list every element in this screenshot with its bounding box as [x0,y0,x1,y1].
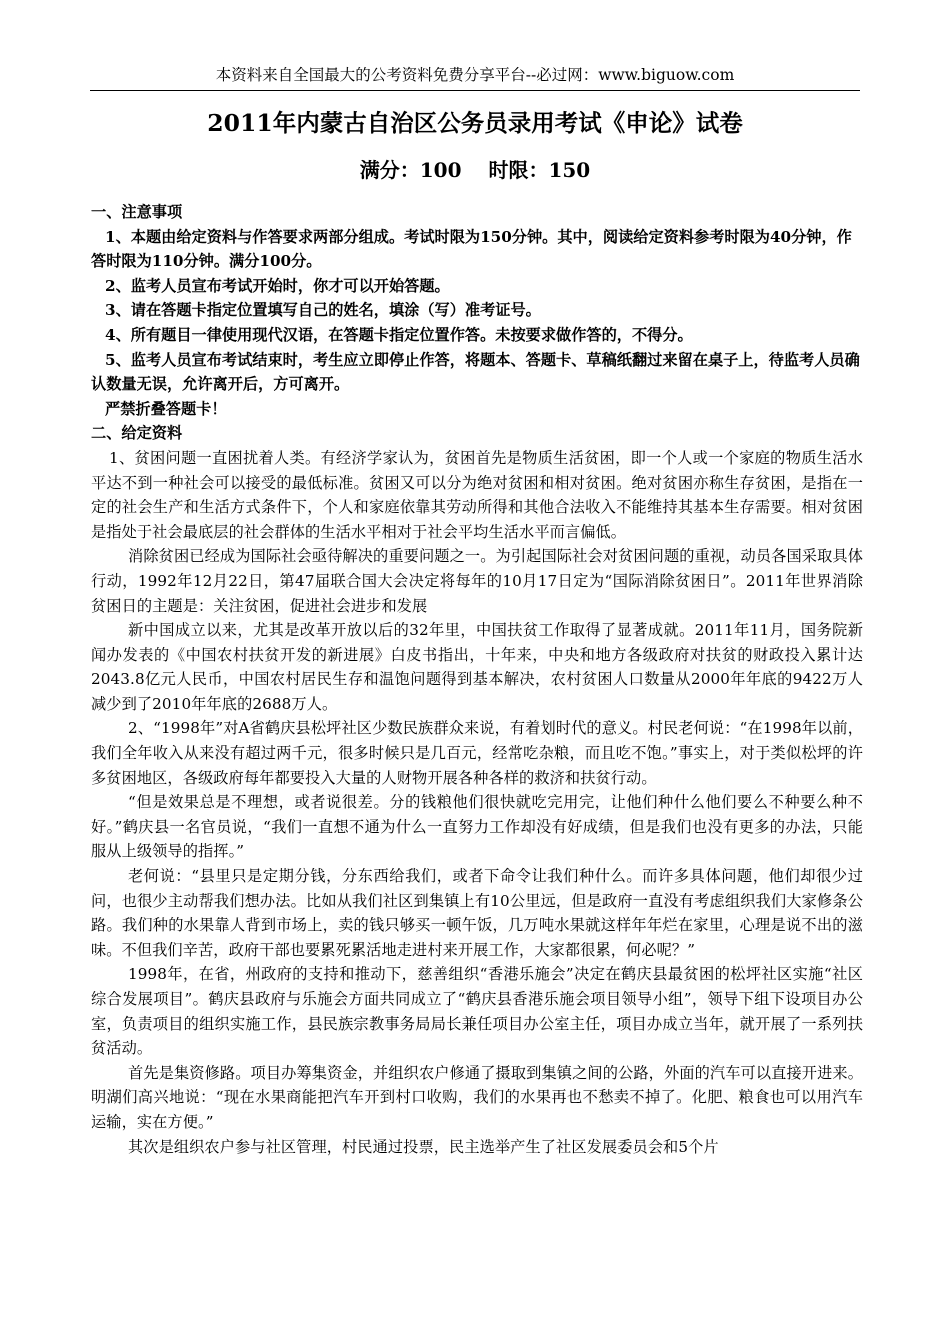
materials-heading: 二、给定资料 [91,424,183,443]
material-paragraph: 消除贫困已经成为国际社会亟待解决的重要问题之一。为引起国际社会对贫困问题的重视，动员各国采取具体行动，1992年12月22日，第47届联合国大会决定将每年的10月17日定为“国际消除贫困日”。2011年世界消除贫困日的主题是：关注贫困，促进社会进步和发展 [91,547,863,615]
page-header: 本资料来自全国最大的公考资料免费分享平台--必过网：www.biguow.com [215,66,735,84]
notice-item: 1、本题由给定资料与作答要求两部分组成。考试时限为150分钟。其中，阅读给定资料参考时限为40分钟，作答时限为110分钟。满分100分。 [91,227,852,271]
page-title: 2011年内蒙古自治区公务员录用考试《申论》试卷 [207,109,743,137]
material-paragraph: 新中国成立以来，尤其是改革开放以后的32年里，中国扶贫工作取得了显著成就。2011年11月，国务院新闻办发表的《中国农村扶贫开发的新进展》白皮书指出，十年来，中央和地方各级政府对扶贫的财政投入累计达2043.8亿元人民币，中国农村居民生存和温饱问题得到基本解决，农村贫困人口数量从2000年年底的9422万人减少到了2010年年底的2688万人。 [91,621,863,713]
material-paragraph: 老何说：“县里只是定期分钱，分东西给我们，或者下命令让我们种什么。而许多具体问题，他们却很少过问，也很少主动帮我们想办法。比如从我们社区到集镇上有10公里远，但是政府一直没有考虑组织我们大家修条公路。我们种的水果靠人背到市场上，卖的钱只够买一顿午饭，几万吨水果就这样年年烂在家里，心理是说不出的滋味。不但我们辛苦，政府干部也要累死累活地走进村来开展工作，大家都很累，何必呢？” [91,867,863,959]
material-paragraph: 1、贫困问题一直困扰着人类。有经济学家认为，贫困首先是物质生活贫困，即一个人或一个家庭的物质生活水平达不到一种社会可以接受的最低标准。贫困又可以分为绝对贫困和相对贫困。绝对贫困亦称生存贫困，是指在一定的社会生产和生活方式条件下，个人和家庭依靠其劳动所得和其他合法收入不能维持其基本生存需要。相对贫困是指处于社会最底层的社会群体的生活水平相对于社会平均生活水平而言偏低。 [91,448,863,541]
notice-warning: 严禁折叠答题卡！ [105,399,227,418]
material-paragraph: “但是效果总是不理想，或者说很差。分的钱粮他们很快就吃完用完，让他们种什么他们要么不种要么种不好。”鹤庆县一名官员说，“我们一直想不通为什么一直努力工作却没有好成绩，但是我们也没有更多的办法，只能服从上级领导的指挥。” [91,793,863,861]
score-and-time: 满分：100 时限：150 [359,158,591,182]
notice-heading: 一、注意事项 [91,203,183,221]
notice-item: 5、监考人员宣布考试结束时，考生应立即停止作答，将题本、答题卡、草稿纸翻过来留在桌子上，待监考人员确认数量无误，允许离开后，方可离开。 [91,350,860,394]
header-rule [90,90,860,91]
material-paragraph: 2、“1998年”对A省鹤庆县松坪社区少数民族群众来说，有着划时代的意义。村民老何说：“在1998年以前，我们全年收入从来没有超过两千元，很多时候只是几百元，经常吃杂粮，而且吃不饱。”事实上，对于类似松坪的许多贫困地区，各级政府每年都要投入大量的人财物开展各种各样的救济和扶贫行动。 [91,719,863,787]
notice-item: 3、请在答题卡指定位置填写自己的姓名，填涂（写）准考证号。 [105,301,541,320]
document-body [91,200,863,1159]
material-paragraph: 其次是组织农户参与社区管理，村民通过投票，民主选举产生了社区发展委员会和5个片 [128,1137,719,1156]
material-paragraph: 首先是集资修路。项目办筹集资金，并组织农户修通了摄取到集镇之间的公路，外面的汽车可以直接开进来。明湖们高兴地说：“现在水果商能把汽车开到村口收购，我们的水果再也不愁卖不掉了。化肥、粮食也可以用汽车运输，实在方便。” [91,1063,863,1131]
notice-item: 2、监考人员宣布考试开始时，你才可以开始答题。 [105,276,450,295]
notice-item: 4、所有题目一律使用现代汉语，在答题卡指定位置作答。未按要求做作答的，不得分。 [105,325,693,344]
material-paragraph: 1998年，在省，州政府的支持和推动下，慈善组织“香港乐施会”决定在鹤庆县最贫困的松坪社区实施“社区综合发展项目”。鹤庆县政府与乐施会方面共同成立了“鹤庆县香港乐施会项目领导小组”，领导下组下设项目办公室，负责项目的组织实施工作，县民族宗教事务局局长兼任项目办公室主任，项目办成立当年，就开展了一系列扶贫活动。 [91,965,863,1058]
